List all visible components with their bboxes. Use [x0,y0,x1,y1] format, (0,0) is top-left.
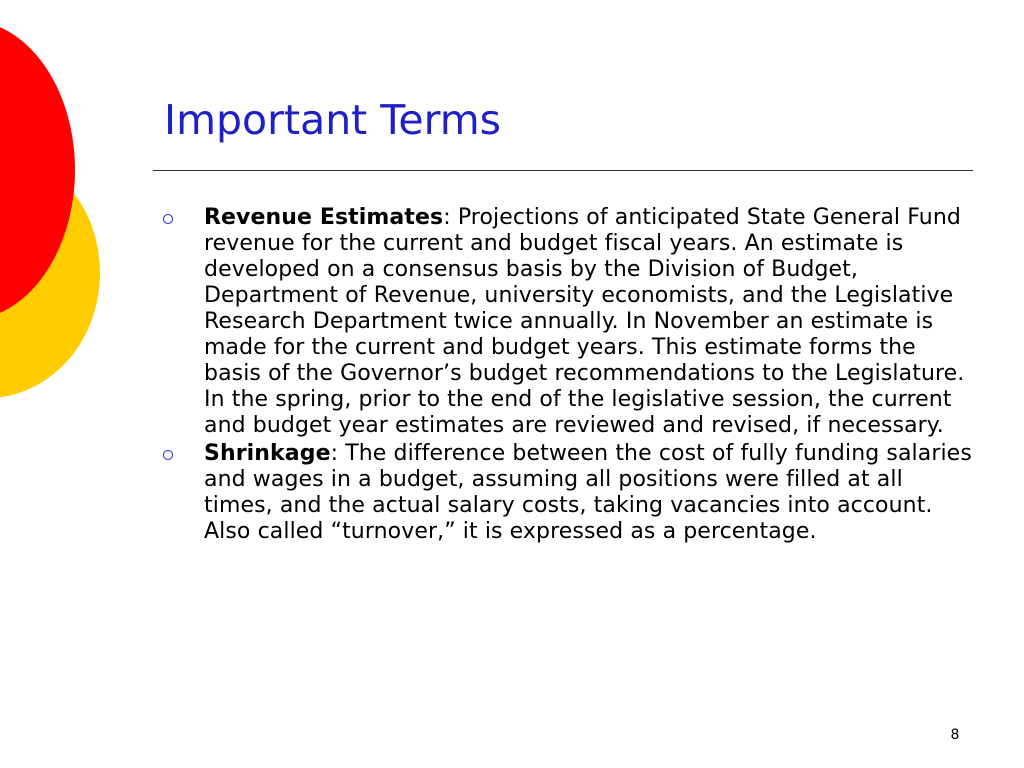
term-separator: : [330,441,339,466]
hollow-circle-bullet-icon [163,450,173,460]
term-name: Revenue Estimates [204,205,444,230]
terms-list [163,205,973,547]
term-separator: : [443,205,451,230]
term-definition: The difference between the cost of fully funding salaries and wages in a budget, assuming all positions were filled at all times, and the actual salary costs, taking vacancies into account. Also called “turnover,” it is expressed as a percentage. [204,441,972,544]
term-text [204,441,973,545]
list-item [163,205,973,439]
title-underline [153,170,973,171]
page-number: 8 [950,727,960,743]
term-definition: Projections of anticipated State General Fund revenue for the current and budget fiscal years. An estimate is developed on a consensus basis by the Division of Budget, Department of Revenue, university economists, and the Legislative Research Department twice annually. In November an estimate is made for the current and budget years. This estimate forms the basis of the Governor’s budget recommendations to the Legislature. In the spring, prior to the end of the legislative session, the current and budget year estimates are reviewed and revised, if necessary. [204,205,965,438]
term-text [204,205,973,439]
slide-title: Important Terms [164,96,502,144]
list-item [163,441,973,545]
hollow-circle-bullet-icon [163,214,173,224]
term-name: Shrinkage [204,441,331,466]
